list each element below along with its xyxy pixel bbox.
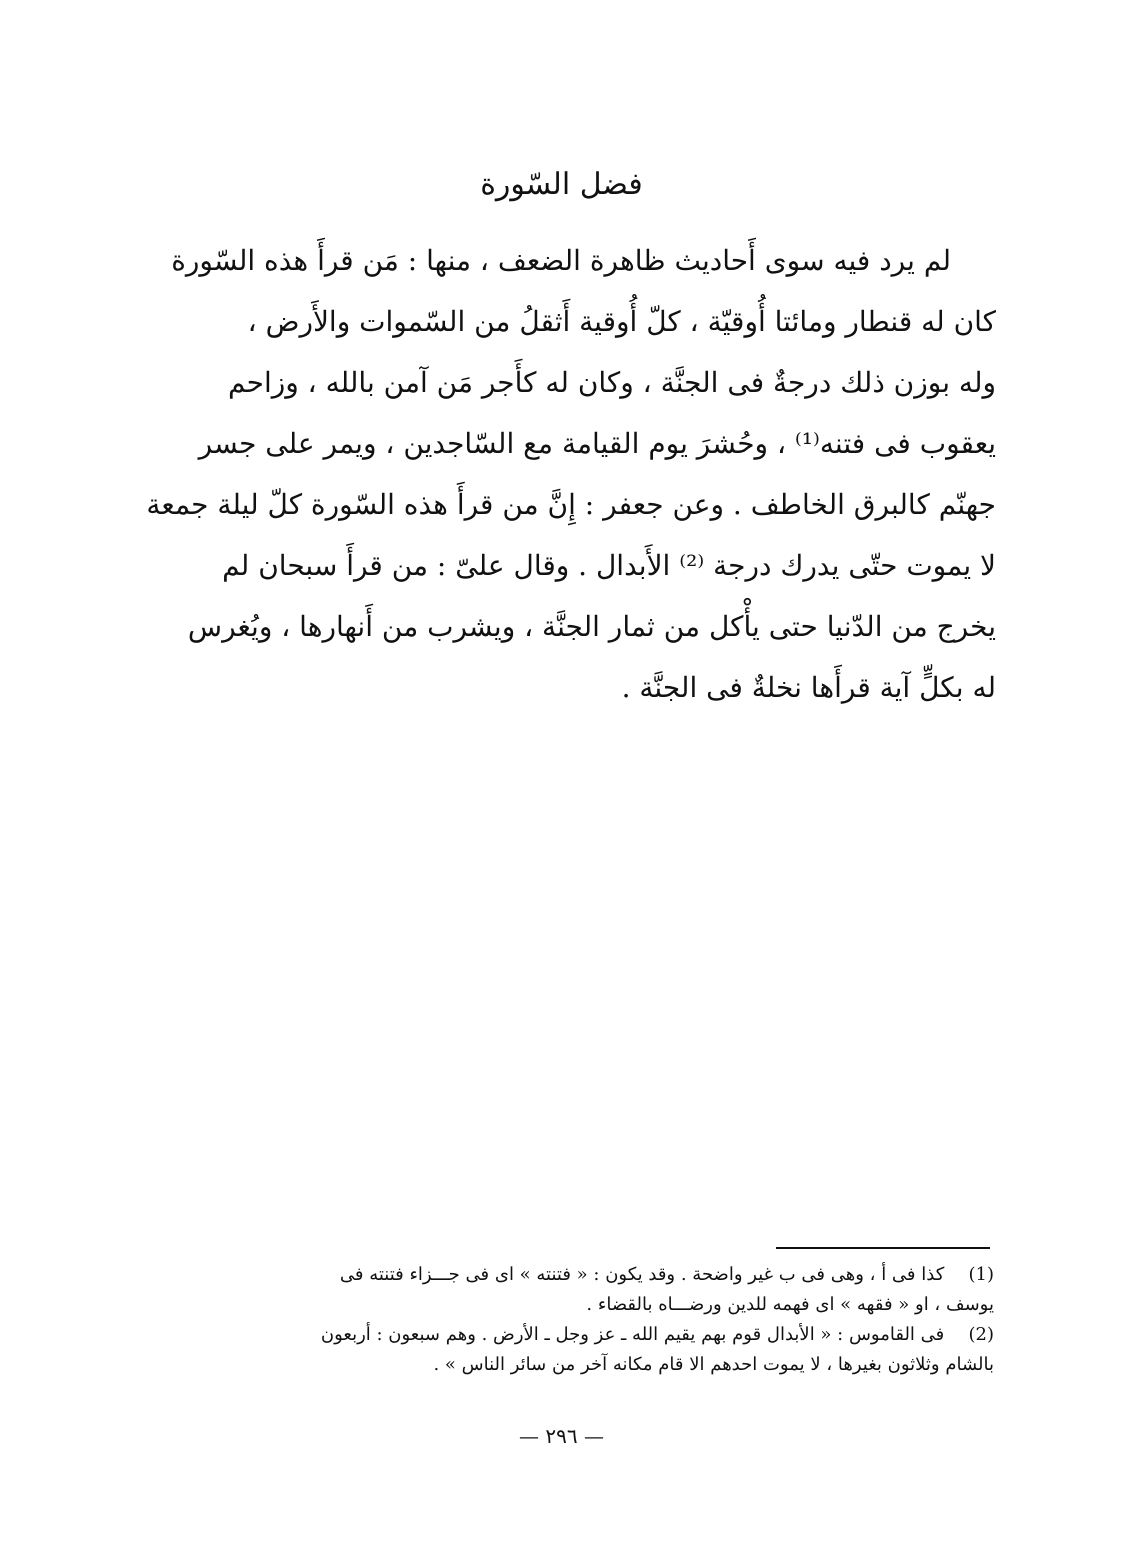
- text-line-7: يخرج من الدّنيا حتى يأْكل من ثمار الجنَّة ، ويشرب من أَنهارها ، ويُغرس: [187, 610, 996, 643]
- footnote-2-number: (2): [968, 1324, 994, 1345]
- section-heading: فضل السّورة: [480, 167, 643, 202]
- text-line-3: وله بوزن ذلك درجةٌ فى الجنَّة ، وكان له كأَجر مَن آمن بالله ، وزاحم: [228, 366, 996, 399]
- text-line-4: يعقوب فى فتنه⁽¹⁾ ، وحُشرَ يوم القيامة مع السّاجدين ، ويمر على جسر: [198, 427, 996, 460]
- footnotes: [132, 1260, 994, 1380]
- footnote-1-text: كذا فى أ ، وهى فى ب غير واضحة . وقد يكون : « فتنته » اى فى جـــزاء فتنته فى: [339, 1264, 945, 1285]
- text-line-6: لا يموت حتّى يدرك درجة ⁽²⁾ الأَبدال . وقال علىّ : من قرأَ سبحان لم: [222, 549, 996, 582]
- footnote-2-continuation: بالشام وثلاثون بغيرها ، لا يموت احدهم الا قام مكانه آخر من سائر الناس » .: [433, 1354, 994, 1375]
- text-line-8: له بكلٍّ آية قرأَها نخلةٌ فى الجنَّة .: [621, 671, 996, 704]
- footnote-2: [132, 1320, 994, 1350]
- page-number: — ٢٩٦ —: [519, 1424, 604, 1448]
- footnote-1-number: (1): [968, 1264, 994, 1285]
- text-line-5: جهنّم كالبرق الخاطف . وعن جعفر : إِنَّ من قرأَ هذه السّورة كلّ ليلة جمعة: [146, 488, 996, 521]
- text-line-2: كان له قنطار ومائتا أُوقيّة ، كلّ أُوقية أَثقلُ من السّموات والأَرض ،: [247, 305, 996, 338]
- text-line-1: لم يرد فيه سوى أَحاديث ظاهرة الضعف ، منها : مَن قرأَ هذه السّورة: [171, 244, 951, 277]
- footnote-2-text: فى القاموس : « الأبدال قوم بهم يقيم الله ـ عز وجل ـ الأرض . وهم سبعون : أربعون: [320, 1324, 945, 1345]
- footnote-1-continuation: يوسف ، او « فقهه » اى فهمه للدين ورضـــاه بالقضاء .: [586, 1294, 994, 1315]
- footnote-separator: [776, 1247, 990, 1249]
- footnote-1: [132, 1260, 994, 1290]
- main-text: [136, 230, 996, 718]
